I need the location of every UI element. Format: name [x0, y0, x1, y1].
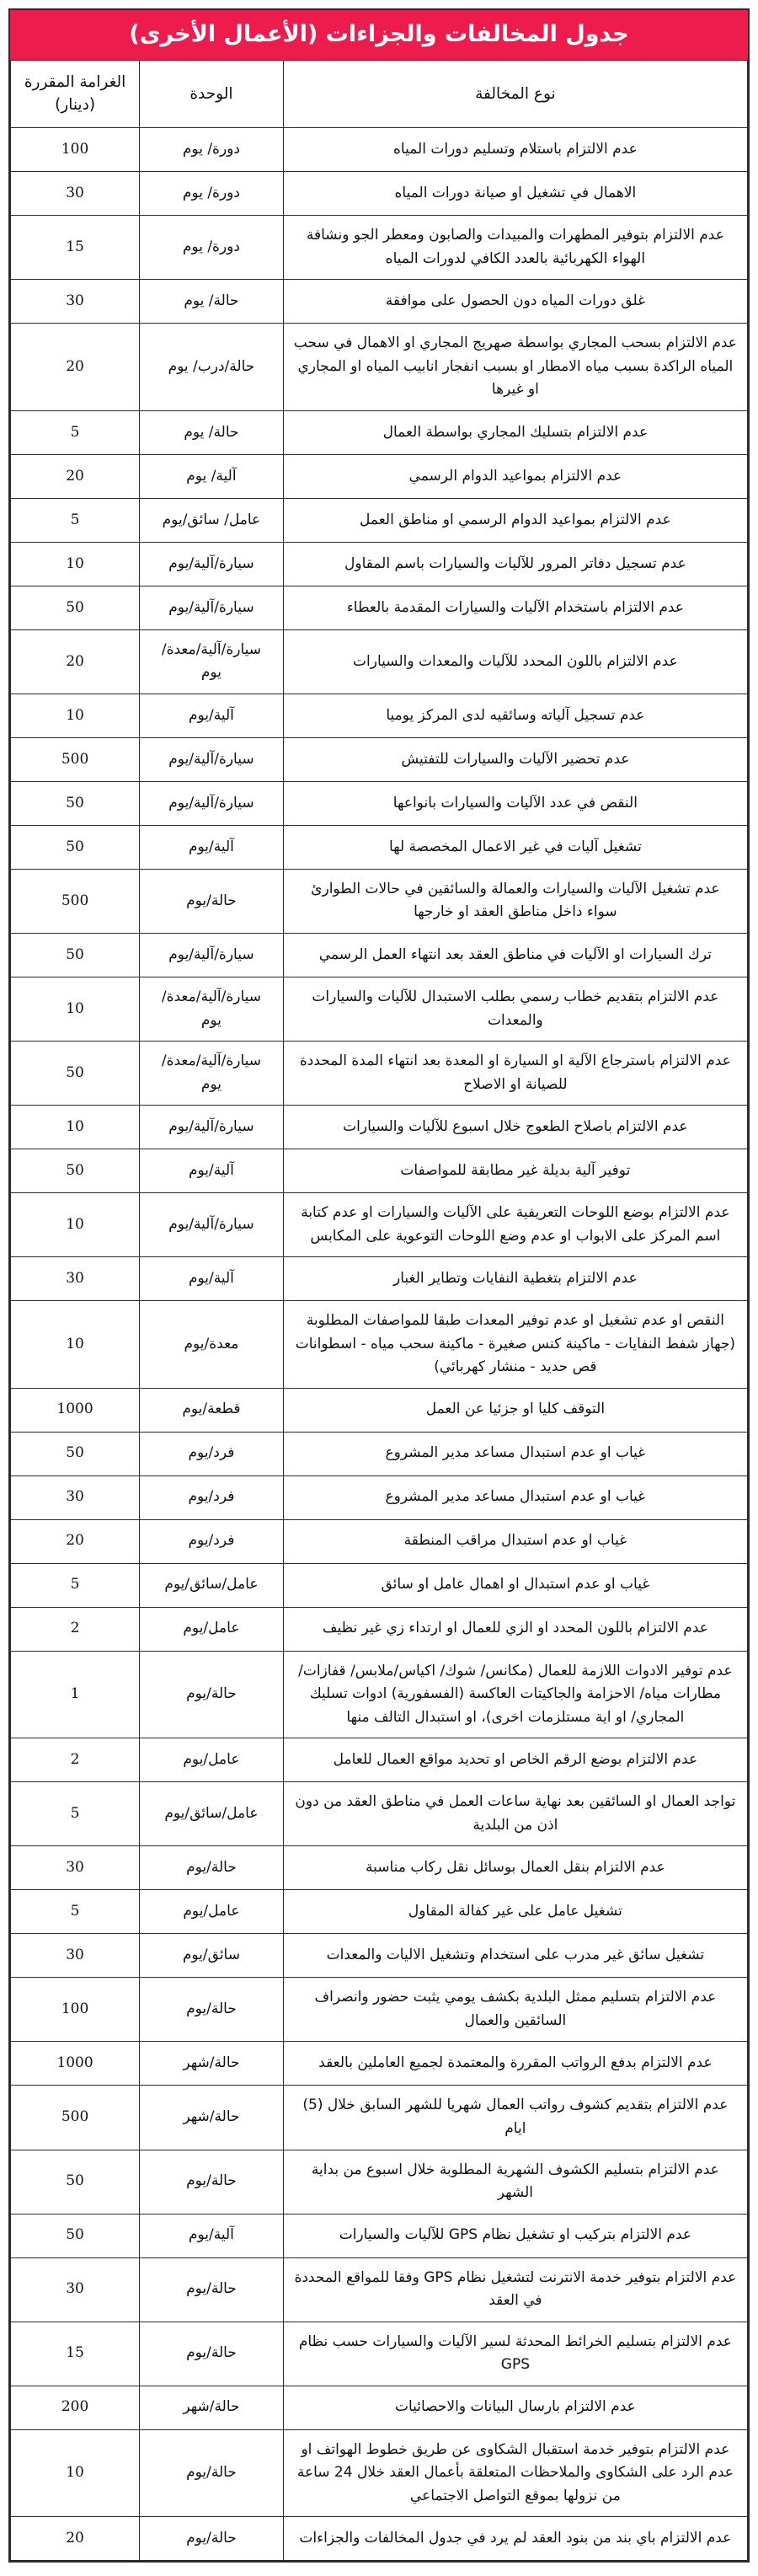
violation-cell: عدم الالتزام باللون المحدد للآليات والمعدات والسيارات	[283, 629, 747, 694]
unit-cell: دورة/ يوم	[140, 216, 284, 280]
unit-cell: حالة/يوم	[140, 869, 284, 933]
fine-cell: 50	[11, 825, 140, 869]
unit-cell: سيارة/آلية/معدة/ يوم	[140, 977, 284, 1041]
unit-cell: حالة/ يوم	[140, 280, 284, 324]
violation-cell: الاهمال في تشغيل او صيانة دورات المياه	[283, 172, 747, 216]
table-row	[11, 2429, 748, 2517]
unit-cell: آلية/يوم	[140, 1149, 284, 1193]
fine-cell: 10	[11, 977, 140, 1041]
violation-cell: عدم الالتزام بتسليم ممثل البلدية بكشف يومي يثبت حضور وانصراف السائقين والعمال	[283, 1978, 747, 2042]
violation-cell: عدم الالتزام باسترجاع الآلية او السيارة او المعدة بعد انتهاء المدة المحددة للصيانة او الاصلاح	[283, 1042, 747, 1106]
fine-cell: 5	[11, 1782, 140, 1846]
table-row	[11, 410, 748, 454]
fine-cell: 2	[11, 1607, 140, 1651]
violation-cell: عدم الالتزام بتغطية النفايات وتطاير الغبار	[283, 1257, 747, 1301]
fine-cell: 10	[11, 1106, 140, 1149]
violation-cell: تواجد العمال او السائقين بعد نهاية ساعات العمل في مناطق العقد من دون اذن من البلدية	[283, 1782, 747, 1846]
violation-cell: عدم الالتزام بوضع اللوحات التعريفية على الآليات والسيارات او عدم كتابة اسم المركز على الابواب او عدم وضع اللوحات التوعوية على المكابس	[283, 1193, 747, 1257]
fine-cell: 10	[11, 542, 140, 586]
unit-cell: حالة/يوم	[140, 2429, 284, 2517]
table-row	[11, 1563, 748, 1607]
unit-cell: حالة/شهر	[140, 2386, 284, 2429]
fine-cell: 20	[11, 1519, 140, 1563]
violation-cell: غياب او عدم استبدال مساعد مدير المشروع	[283, 1475, 747, 1519]
fine-cell: 50	[11, 1042, 140, 1106]
table-row	[11, 1193, 748, 1257]
unit-cell: سائق/يوم	[140, 1934, 284, 1978]
fine-cell: 20	[11, 629, 140, 694]
fine-cell: 100	[11, 1978, 140, 2042]
violation-cell: عدم الالتزام بتسليك المجاري بواسطة العمال	[283, 410, 747, 454]
fine-cell: 10	[11, 694, 140, 737]
unit-cell: حالة/يوم	[140, 2257, 284, 2322]
unit-cell: فرد/يوم	[140, 1475, 284, 1519]
violation-column-header: نوع المخالفة	[283, 60, 747, 128]
table-row	[11, 1782, 748, 1846]
table-row	[11, 869, 748, 933]
fine-cell: 20	[11, 454, 140, 498]
violation-cell: غلق دورات المياه دون الحصول على موافقة	[283, 280, 747, 324]
unit-cell: فرد/يوم	[140, 1519, 284, 1563]
violation-cell: عدم الالتزام بتقديم كشوف رواتب العمال شهريا للشهر السابق خلال (5) ايام	[283, 2086, 747, 2150]
unit-cell: حالة/يوم	[140, 2517, 284, 2561]
table-row	[11, 542, 748, 586]
table-row	[11, 324, 748, 411]
unit-cell: حالة/شهر	[140, 2086, 284, 2150]
table-row	[11, 694, 748, 737]
fine-cell: 20	[11, 324, 140, 411]
unit-cell: عامل/يوم	[140, 1607, 284, 1651]
violation-cell: عدم الالتزام بتركيب او تشغيل نظام GPS للآليات والسيارات	[283, 2214, 747, 2257]
table-row	[11, 629, 748, 694]
fine-cell: 30	[11, 1846, 140, 1890]
fine-cell: 15	[11, 216, 140, 280]
violation-cell: عدم الالتزام باستلام وتسليم دورات المياه	[283, 128, 747, 172]
violation-cell: عدم تشغيل الآليات والسيارات والعمالة والسائقين في حالات الطوارئ سواء داخل مناطق العقد او خارجها	[283, 869, 747, 933]
unit-cell: سيارة/آلية/معدة/ يوم	[140, 629, 284, 694]
fine-cell: 500	[11, 2086, 140, 2150]
table-row	[11, 2150, 748, 2214]
table-row	[11, 586, 748, 629]
violation-cell: عدم الالتزام بتوفير المطهرات والمبيدات والصابون ومعطر الجو ونشافة الهواء الكهربائية بالعدد الكافي لدورات المياه	[283, 216, 747, 280]
unit-cell: عامل/ سائق/يوم	[140, 498, 284, 542]
unit-cell: عامل/سائق/يوم	[140, 1563, 284, 1607]
unit-cell: سيارة/آلية/يوم	[140, 586, 284, 629]
unit-cell: سيارة/آلية/يوم	[140, 542, 284, 586]
fine-cell: 50	[11, 1149, 140, 1193]
violation-cell: عدم الالتزام بسحب المجاري بواسطة صهريج المجاري او الاهمال في سحب المياه الراكدة بسبب مياه الامطار او بسبب انفجار انابيب المياه او المجاري او غيرها	[283, 324, 747, 411]
table-row	[11, 1432, 748, 1475]
unit-cell: آلية/يوم	[140, 2214, 284, 2257]
unit-cell: دورة/ يوم	[140, 128, 284, 172]
table-row	[11, 498, 748, 542]
unit-cell: عامل/سائق/يوم	[140, 1782, 284, 1846]
violation-cell: عدم الالتزام بدفع الرواتب المقررة والمعتمدة لجميع العاملين بالعقد	[283, 2042, 747, 2086]
table-row	[11, 172, 748, 216]
violation-cell: توفير آلية بديلة غير مطابقة للمواصفات	[283, 1149, 747, 1193]
violation-cell: عدم الالتزام بتوفير خدمة استقبال الشكاوى عن طريق خطوط الهواتف او عدم الرد على الشكاوى والملاحظات المتعلقة بأعمال العقد خلال 24 ساعة من نزولها بموقع التواصل الاجتماعي	[283, 2429, 747, 2517]
violation-cell: عدم الالتزام بنقل العمال بوسائل نقل ركاب مناسبة	[283, 1846, 747, 1890]
fine-cell: 10	[11, 2429, 140, 2517]
violation-cell: تشغيل عامل على غير كفالة المقاول	[283, 1890, 747, 1934]
table-row	[11, 2322, 748, 2386]
fine-cell: 30	[11, 1257, 140, 1301]
table-row	[11, 1519, 748, 1563]
table-row	[11, 1042, 748, 1106]
violation-cell: عدم الالتزام بتقديم خطاب رسمي بطلب الاستبدال للآليات والسيارات والمعدات	[283, 977, 747, 1041]
fine-cell: 5	[11, 498, 140, 542]
violation-cell: عدم الالتزام بمواعيد الدوام الرسمي	[283, 454, 747, 498]
violation-cell: عدم الالتزام بارسال البيانات والاحصائيات	[283, 2386, 747, 2429]
table-row	[11, 1846, 748, 1890]
table-row	[11, 1978, 748, 2042]
unit-column-header: الوحدة	[140, 60, 284, 128]
unit-cell: آلية/يوم	[140, 825, 284, 869]
violation-cell: عدم الالتزام بوضع الرقم الخاص او تحديد مواقع العمال للعامل	[283, 1738, 747, 1782]
fine-cell: 500	[11, 737, 140, 781]
unit-cell: حالة/يوم	[140, 1846, 284, 1890]
unit-cell: حالة/يوم	[140, 2322, 284, 2386]
fine-cell: 200	[11, 2386, 140, 2429]
unit-cell: حالة/درب/ يوم	[140, 324, 284, 411]
table-header	[11, 60, 748, 128]
unit-cell: قطعة/يوم	[140, 1388, 284, 1432]
violation-cell: عدم تحضير الآليات والسيارات للتفتيش	[283, 737, 747, 781]
table-row	[11, 1149, 748, 1193]
table-row	[11, 2042, 748, 2086]
table-row	[11, 1475, 748, 1519]
fine-cell: 15	[11, 2322, 140, 2386]
table-row	[11, 933, 748, 977]
violation-cell: عدم الالتزام بتوفير خدمة الانترنت لتشغيل نظام GPS وفقا للمواقع المحددة في العقد	[283, 2257, 747, 2322]
violation-cell: عدم الالتزام باللون المحدد او الزي للعمال او ارتداء زي غير نظيف	[283, 1607, 747, 1651]
violation-cell: عدم الالتزام باي بند من بنود العقد لم يرد في جدول المخالفات والجزاءات	[283, 2517, 747, 2561]
unit-cell: دورة/ يوم	[140, 172, 284, 216]
unit-cell: فرد/يوم	[140, 1432, 284, 1475]
table-row	[11, 1257, 748, 1301]
violations-table	[10, 60, 748, 2562]
unit-cell: عامل/يوم	[140, 1890, 284, 1934]
table-row	[11, 1934, 748, 1978]
fine-cell: 50	[11, 2150, 140, 2214]
unit-cell: آلية/يوم	[140, 1257, 284, 1301]
table-row	[11, 1388, 748, 1432]
violation-cell: عدم الالتزام بمواعيد الدوام الرسمي او مناطق العمل	[283, 498, 747, 542]
table-row	[11, 2386, 748, 2429]
unit-cell: سيارة/آلية/يوم	[140, 781, 284, 825]
violation-cell: النقص او عدم تشغيل او عدم توفير المعدات طبقا للمواصفات المطلوبة (جهاز شفط النفايات - ماكينة كنس صغيرة - ماكينة سحب مياه - اسطوانات قص حديد - منشار كهربائي)	[283, 1301, 747, 1389]
fine-cell: 1000	[11, 2042, 140, 2086]
fine-cell: 10	[11, 1193, 140, 1257]
table-row	[11, 2214, 748, 2257]
fine-cell: 30	[11, 1934, 140, 1978]
fine-cell: 50	[11, 2214, 140, 2257]
fine-cell: 5	[11, 1890, 140, 1934]
fine-cell: 5	[11, 1563, 140, 1607]
table-row	[11, 128, 748, 172]
violations-table-wrap	[8, 8, 750, 2563]
unit-cell: عامل/يوم	[140, 1738, 284, 1782]
fine-cell: 1	[11, 1651, 140, 1738]
violation-cell: تشغيل آليات في غير الاعمال المخصصة لها	[283, 825, 747, 869]
table-row	[11, 2086, 748, 2150]
fine-cell: 30	[11, 172, 140, 216]
violation-cell: ترك السيارات او الآليات في مناطق العقد بعد انتهاء العمل الرسمي	[283, 933, 747, 977]
table-row	[11, 2517, 748, 2561]
violation-cell: النقص في عدد الآليات والسيارات بانواعها	[283, 781, 747, 825]
table-row	[11, 1607, 748, 1651]
violation-cell: عدم الالتزام باصلاح الطعوج خلال اسبوع للآليات والسيارات	[283, 1106, 747, 1149]
violation-cell: عدم الالتزام بتسليم الخرائط المحدثة لسير الآليات والسيارات حسب نظام GPS	[283, 2322, 747, 2386]
unit-cell: سيارة/آلية/يوم	[140, 1106, 284, 1149]
unit-cell: سيارة/آلية/يوم	[140, 933, 284, 977]
violation-cell: تشغيل سائق غير مدرب على استخدام وتشغيل الاليات والمعدات	[283, 1934, 747, 1978]
violation-cell: عدم توفير الادوات اللازمة للعمال (مكانس/ شوك/ اكياس/ملابس/ قفازات/ مطارات مياه/ الاحزامة والجاكيتات العاكسة (الفسفورية) ادوات تسليك المجاري/ او اية مستلزمات اخرى)، او استبدال التالف منها	[283, 1651, 747, 1738]
unit-cell: حالة/شهر	[140, 2042, 284, 2086]
fine-cell: 20	[11, 2517, 140, 2561]
unit-cell: حالة/يوم	[140, 2150, 284, 2214]
fine-cell: 5	[11, 410, 140, 454]
fine-cell: 30	[11, 2257, 140, 2322]
table-row	[11, 280, 748, 324]
table-row	[11, 216, 748, 280]
unit-cell: سيارة/آلية/معدة/ يوم	[140, 1042, 284, 1106]
table-row	[11, 737, 748, 781]
violation-cell: التوقف كليا او جزئيا عن العمل	[283, 1388, 747, 1432]
violations-table-body	[11, 128, 748, 2561]
fine-cell: 50	[11, 1432, 140, 1475]
table-row	[11, 1890, 748, 1934]
table-row	[11, 2257, 748, 2322]
fine-cell: 1000	[11, 1388, 140, 1432]
unit-cell: آلية/يوم	[140, 694, 284, 737]
fine-cell: 50	[11, 586, 140, 629]
table-row	[11, 1301, 748, 1389]
fine-cell: 10	[11, 1301, 140, 1389]
violation-cell: عدم تسجيل دفاتر المرور للآليات والسيارات باسم المقاول	[283, 542, 747, 586]
unit-cell: سيارة/آلية/يوم	[140, 737, 284, 781]
fine-cell: 100	[11, 128, 140, 172]
violation-cell: عدم تسجيل آلياته وسائقيه لدى المركز يوميا	[283, 694, 747, 737]
fine-column-header: الغرامة المقررة (دينار)	[11, 60, 140, 128]
unit-cell: معدة/يوم	[140, 1301, 284, 1389]
unit-cell: حالة/يوم	[140, 1651, 284, 1738]
violation-cell: عدم الالتزام باستخدام الآليات والسيارات المقدمة بالعطاء	[283, 586, 747, 629]
table-row	[11, 454, 748, 498]
unit-cell: سيارة/آلية/يوم	[140, 1193, 284, 1257]
fine-cell: 2	[11, 1738, 140, 1782]
header-row	[11, 60, 748, 128]
unit-cell: آلية/ يوم	[140, 454, 284, 498]
fine-cell: 30	[11, 280, 140, 324]
fine-cell: 50	[11, 933, 140, 977]
table-row	[11, 1106, 748, 1149]
fine-cell: 30	[11, 1475, 140, 1519]
table-row	[11, 977, 748, 1041]
table-row	[11, 825, 748, 869]
fine-cell: 500	[11, 869, 140, 933]
violation-cell: غياب او عدم استبدال مراقب المنطقة	[283, 1519, 747, 1563]
violation-cell: غياب او عدم استبدال او اهمال عامل او سائق	[283, 1563, 747, 1607]
violation-cell: عدم الالتزام بتسليم الكشوف الشهرية المطلوبة خلال اسبوع من بداية الشهر	[283, 2150, 747, 2214]
fine-cell: 50	[11, 781, 140, 825]
table-title-banner: جدول المخالفات والجزاءات (الأعمال الأخرى)	[10, 10, 748, 60]
table-row	[11, 1738, 748, 1782]
table-row	[11, 781, 748, 825]
violation-cell: غياب او عدم استبدال مساعد مدير المشروع	[283, 1432, 747, 1475]
unit-cell: حالة/ يوم	[140, 410, 284, 454]
unit-cell: حالة/يوم	[140, 1978, 284, 2042]
table-row	[11, 1651, 748, 1738]
